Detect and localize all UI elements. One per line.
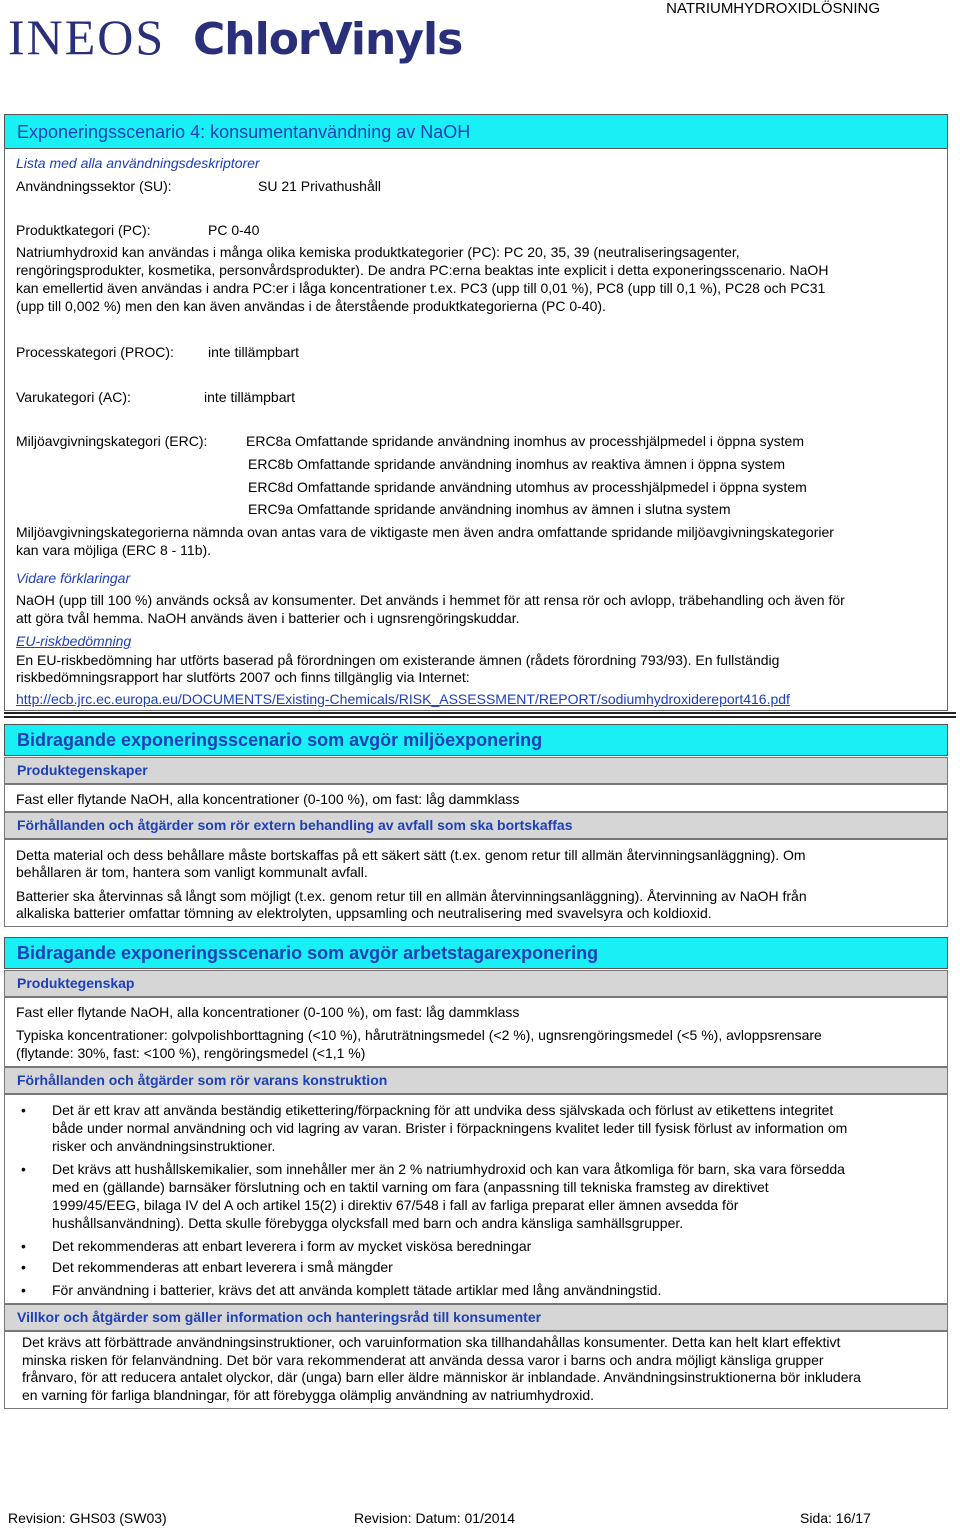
worker-prop-text: Typiska koncentrationer: golvpolishborttagning (<10 %), håruträtningsmedel (<2 %), ugnsrengöringsmedel (<5 %), avloppsrensare bbox=[16, 1027, 822, 1043]
design-bar bbox=[4, 1067, 948, 1094]
eu-heading: EU-riskbedömning bbox=[16, 633, 132, 649]
env-waste-text: behållaren är tom, hantera som vanligt kommunalt avfall. bbox=[16, 864, 368, 880]
env-props-bar bbox=[4, 757, 948, 784]
chlorvinyls-logo: ChlorVinyls bbox=[193, 14, 463, 65]
info-text: minska risken för felanvändning. Det bör vara rekommenderat att använda dessa varor i barns och andra möjligt känsliga grupper bbox=[22, 1352, 824, 1368]
erc-item: ERC9a Omfattande spridande användning inomhus av ämnen i slutna system bbox=[248, 501, 731, 517]
env-waste-text: Batterier ska återvinnas så långt som möjligt (t.ex. genom retur till en allmän återvinningsanläggning). Återvinning av NaOH från bbox=[16, 888, 807, 904]
env-title-bar bbox=[4, 724, 948, 756]
pc-text-line: rengöringsprodukter, kosmetika, personvårdsprodukter). De andra PC:erna beaktas inte explicit i detta exponeringsscenario. NaOH bbox=[16, 262, 829, 278]
bullet-glyph: • bbox=[21, 1238, 26, 1254]
bullet-text: med en (gällande) barnsäker förslutning och en taktil varning om fara (anpassning till tekniska framsteg av direktivet bbox=[52, 1179, 769, 1195]
env-props-heading: Produktegenskaper bbox=[17, 762, 148, 778]
footer-page-number: Sida: 16/17 bbox=[800, 1510, 871, 1526]
further-text: att göra tvål hemma. NaOH används även i batterier och i ugnsrengöringskuddar. bbox=[16, 610, 520, 626]
proc-label: Processkategori (PROC): bbox=[16, 344, 174, 360]
section-divider bbox=[4, 712, 956, 718]
bullet-text: hushållsanvändning). Detta skulle förebygga olycksfall med barn och andra känsliga samhällsgrupper. bbox=[52, 1215, 684, 1231]
bullet-text: Det är ett krav att använda beständig etikettering/förpackning för att undvika dess självskada och förlust av etikettens integritet bbox=[52, 1102, 834, 1118]
env-waste-text: Detta material och dess behållare måste bortskaffas på ett säkert sätt (t.ex. genom retur till allmän återvinningsanläggning). Om bbox=[16, 847, 806, 863]
info-text: frånvaro, för att reducera antalet olyckor, där (unga) barn eller äldre människor är inblandade. Användningsinstruktionerna bör inkludera bbox=[22, 1369, 861, 1385]
info-text: en varning för farliga blandningar, för att förebygga olämplig användning av natriumhydroxid. bbox=[22, 1387, 595, 1403]
bullet-text: Det krävs att hushållskemikalier, som innehåller mer än 2 % natriumhydroxid och kan vara åtkomliga för barn, ska vara försedda bbox=[52, 1161, 845, 1177]
ac-label: Varukategori (AC): bbox=[16, 389, 131, 405]
bullet-glyph: • bbox=[21, 1102, 26, 1118]
env-title: Bidragande exponeringsscenario som avgör miljöexponering bbox=[17, 730, 543, 750]
bullet-text: både under normal användning och vid lagring av varan. Brister i förpackningens kvalitet leder till fysisk förlust av information om bbox=[52, 1120, 848, 1136]
worker-title: Bidragande exponeringsscenario som avgör arbetstagarexponering bbox=[17, 943, 599, 963]
bullet-glyph: • bbox=[21, 1282, 26, 1298]
pc-text-line: kan emellertid även användas i andra PC:er i låga koncentrationer t.ex. PC3 (upp till 0,01 %), PC8 (upp till 0,1 %), PC28 och PC31 bbox=[16, 280, 826, 296]
ineos-logo: INEOS bbox=[8, 9, 166, 65]
pc-label: Produktkategori (PC): bbox=[16, 222, 151, 238]
design-heading: Förhållanden och åtgärder som rör varans konstruktion bbox=[17, 1072, 388, 1088]
further-text: NaOH (upp till 100 %) används också av konsumenter. Det används i hemmet för att rensa rör och avlopp, träbehandling och även för bbox=[16, 592, 845, 608]
erc-item: ERC8b Omfattande spridande användning inomhus av reaktiva ämnen i öppna system bbox=[248, 456, 785, 472]
pc-text-line: (upp till 0,002 %) men den kan även användas i de återstående produktkategorierna (PC 0-40). bbox=[16, 298, 606, 314]
env-waste-text: alkaliska batterier omfattar tömning av elektrolyten, uppsamling och neutralisering med svavelsyra och koldioxid. bbox=[16, 905, 712, 921]
worker-prop-text: (flytande: 30%, fast: <100 %), rengöringsmedel (<1,1 %) bbox=[16, 1045, 366, 1061]
pc-value: PC 0-40 bbox=[208, 222, 260, 238]
su-value: SU 21 Privathushåll bbox=[258, 178, 381, 194]
erc-label: Miljöavgivningskategori (ERC): bbox=[16, 433, 208, 449]
descriptors-heading: Lista med alla användningsdeskriptorer bbox=[16, 155, 260, 171]
ac-value: inte tillämpbart bbox=[204, 389, 296, 405]
scenario-title-bar bbox=[4, 114, 948, 149]
bullet-text: risker och användningsinstruktioner. bbox=[52, 1138, 276, 1154]
document-name: NATRIUMHYDROXIDLÖSNING bbox=[666, 0, 880, 17]
bullet-glyph: • bbox=[21, 1161, 26, 1177]
footer-revision-date: Revision: Datum: 01/2014 bbox=[354, 1510, 516, 1526]
su-label: Användningssektor (SU): bbox=[16, 178, 172, 194]
info-heading: Villkor och åtgärder som gäller information och hanteringsråd till konsumenter bbox=[17, 1309, 542, 1325]
further-heading: Vidare förklaringar bbox=[16, 570, 131, 586]
worker-title-bar bbox=[4, 937, 948, 969]
footer-revision: Revision: GHS03 (SW03) bbox=[8, 1510, 167, 1526]
env-props-text: Fast eller flytande NaOH, alla koncentrationer (0-100 %), om fast: låg dammklass bbox=[16, 791, 520, 807]
erc-item: ERC8d Omfattande spridande användning utomhus av processhjälpmedel i öppna system bbox=[248, 479, 807, 495]
eu-report-link[interactable]: http://ecb.jrc.ec.europa.eu/DOCUMENTS/Existing-Chemicals/RISK_ASSESSMENT/REPORT/sodiumhydroxidereport416.pdf bbox=[16, 691, 790, 707]
bullet-text: För användning i batterier, krävs det att använda komplett tätade artiklar med lång användningstid. bbox=[52, 1282, 662, 1298]
worker-prop-text: Fast eller flytande NaOH, alla koncentrationer (0-100 %), om fast: låg dammklass bbox=[16, 1004, 520, 1020]
bullet-text: 1999/45/EEG, bilaga IV del A och artikel 15(2) i direktiv 67/548 i fall av farliga preparat eller ämnen avsedda för bbox=[52, 1197, 739, 1213]
scenario-title: Exponeringsscenario 4: konsumentanvändning av NaOH bbox=[17, 122, 471, 142]
worker-prop-bar bbox=[4, 970, 948, 997]
erc-item: ERC8a Omfattande spridande användning inomhus av processhjälpmedel i öppna system bbox=[246, 433, 804, 449]
worker-prop-heading: Produktegenskap bbox=[17, 975, 135, 991]
info-bar bbox=[4, 1304, 948, 1331]
bullet-text: Det rekommenderas att enbart leverera i små mängder bbox=[52, 1259, 393, 1275]
bullet-text: Det rekommenderas att enbart leverera i form av mycket viskösa beredningar bbox=[52, 1238, 532, 1254]
env-waste-heading: Förhållanden och åtgärder som rör extern behandling av avfall som ska bortskaffas bbox=[17, 817, 573, 833]
eu-text: riskbedömningsrapport har slutförts 2007 och finns tillgänglig via Internet: bbox=[16, 669, 470, 685]
erc-note: kan vara möjliga (ERC 8 - 11b). bbox=[16, 542, 212, 558]
bullet-glyph: • bbox=[21, 1259, 26, 1275]
info-text: Det krävs att förbättrade användningsinstruktioner, och varuinformation ska tillhandahållas konsumenter. Detta kan helt klart effektivt bbox=[22, 1334, 841, 1350]
erc-note: Miljöavgivningskategorierna nämnda ovan antas vara de viktigaste men även andra omfattande spridande miljöavgivningskategorier bbox=[16, 524, 834, 540]
eu-text: En EU-riskbedömning har utförts baserad på förordningen om existerande ämnen (rådets förordning 793/93). En fullständig bbox=[16, 652, 780, 668]
env-waste-bar bbox=[4, 812, 948, 839]
proc-value: inte tillämpbart bbox=[208, 344, 300, 360]
pc-text-line: Natriumhydroxid kan användas i många olika kemiska produktkategorier (PC): PC 20, 35, 39 (neutraliseringsagenter, bbox=[16, 244, 740, 260]
